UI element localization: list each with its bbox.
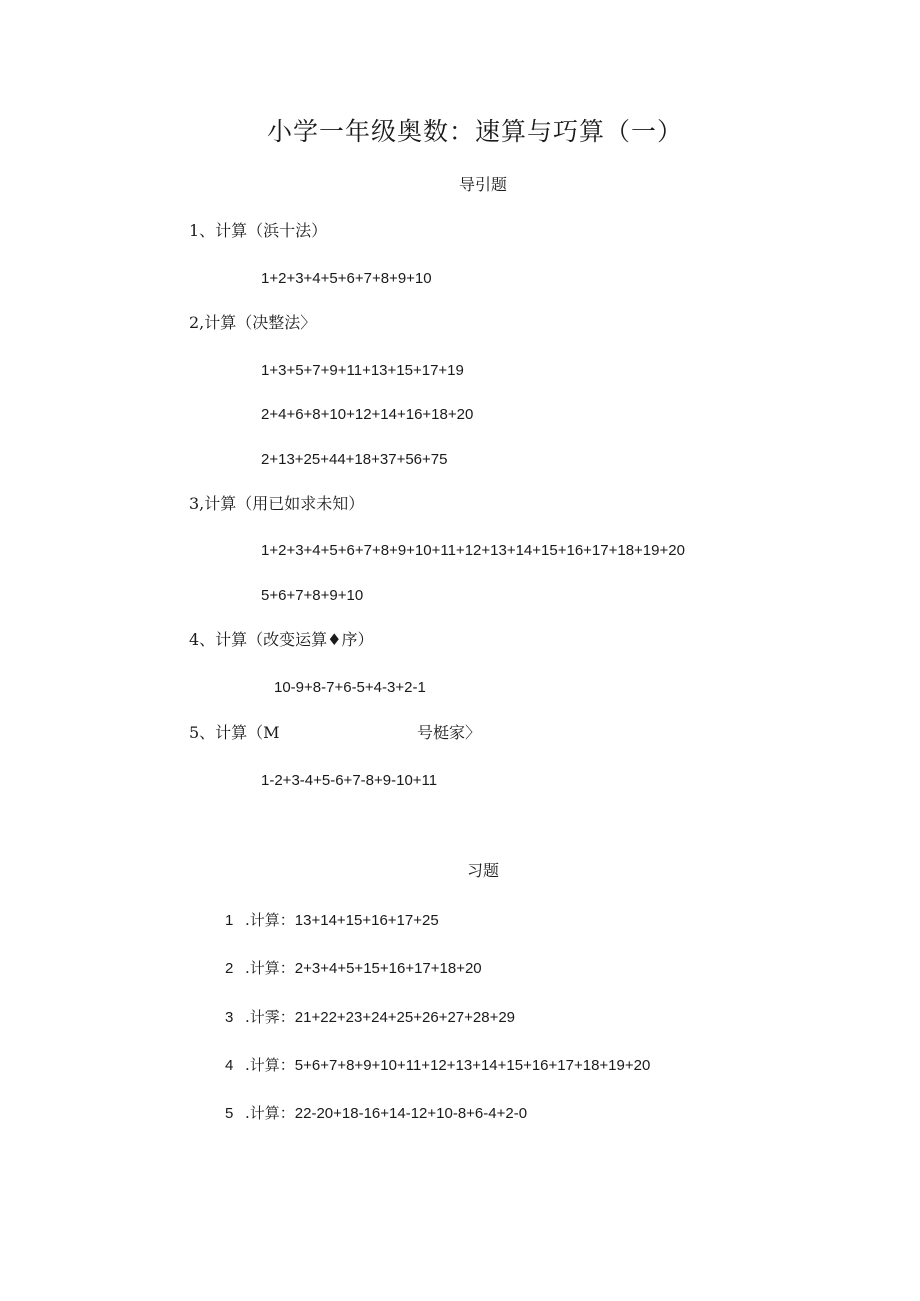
problem-4-expr-1: 10-9+8-7+6-5+4-3+2-1 — [274, 679, 426, 696]
page-title: 小学一年级奥数：速算与巧算（一） — [266, 117, 683, 146]
problem-5-label-left: 5、计算（M — [189, 723, 280, 742]
exercise-1 — [225, 913, 439, 928]
problem-1-label: 1、计算（浜十法） — [189, 221, 328, 240]
guide-heading: 导引题 — [458, 175, 507, 194]
exercise-expr: 2+3+4+5+15+16+17+18+20 — [294, 960, 482, 977]
exercise-4 — [225, 1058, 650, 1073]
exercise-3 — [225, 1010, 515, 1025]
exercise-label: .计算： — [245, 1104, 295, 1122]
problem-2-expr-3: 2+13+25+44+18+37+56+75 — [261, 451, 448, 468]
exercise-expr: 22-20+18-16+14-12+10-8+6-4+2-0 — [294, 1105, 528, 1122]
exercise-label: .计算： — [245, 911, 295, 929]
problem-5-label-right: 号梃家〉 — [417, 723, 482, 742]
exercise-number: 5 — [225, 1105, 234, 1122]
exercise-expr: 5+6+7+8+9+10+11+12+13+14+15+16+17+18+19+20 — [294, 1057, 651, 1074]
exercises-heading: 习题 — [466, 861, 499, 880]
exercise-number: 1 — [225, 912, 234, 929]
problem-1-expr-1: 1+2+3+4+5+6+7+8+9+10 — [261, 270, 432, 287]
problem-4-label: 4、计算（改变运算♦序） — [189, 630, 374, 649]
exercise-5 — [225, 1106, 527, 1121]
problem-2-label: 2,计算（决整法〉 — [189, 313, 317, 332]
problem-3-label: 3,计算（用已如求未知） — [189, 494, 365, 513]
problem-5-expr-1: 1-2+3-4+5-6+7-8+9-10+11 — [261, 772, 438, 789]
exercise-expr: 13+14+15+16+17+25 — [294, 912, 439, 929]
exercise-2 — [225, 961, 482, 976]
problem-3-expr-2: 5+6+7+8+9+10 — [261, 587, 364, 604]
exercise-number: 2 — [225, 960, 234, 977]
exercise-label: .计算： — [245, 959, 295, 977]
exercise-number: 4 — [225, 1057, 234, 1074]
problem-3-expr-1: 1+2+3+4+5+6+7+8+9+10+11+12+13+14+15+16+17+18+19+20 — [261, 542, 685, 559]
exercise-label: .计算： — [245, 1056, 295, 1074]
exercise-number: 3 — [225, 1009, 234, 1026]
exercise-expr: 21+22+23+24+25+26+27+28+29 — [294, 1009, 516, 1026]
problem-2-expr-1: 1+3+5+7+9+11+13+15+17+19 — [261, 362, 464, 379]
problem-2-expr-2: 2+4+6+8+10+12+14+16+18+20 — [261, 406, 474, 423]
exercise-label: .计霁： — [245, 1008, 295, 1026]
